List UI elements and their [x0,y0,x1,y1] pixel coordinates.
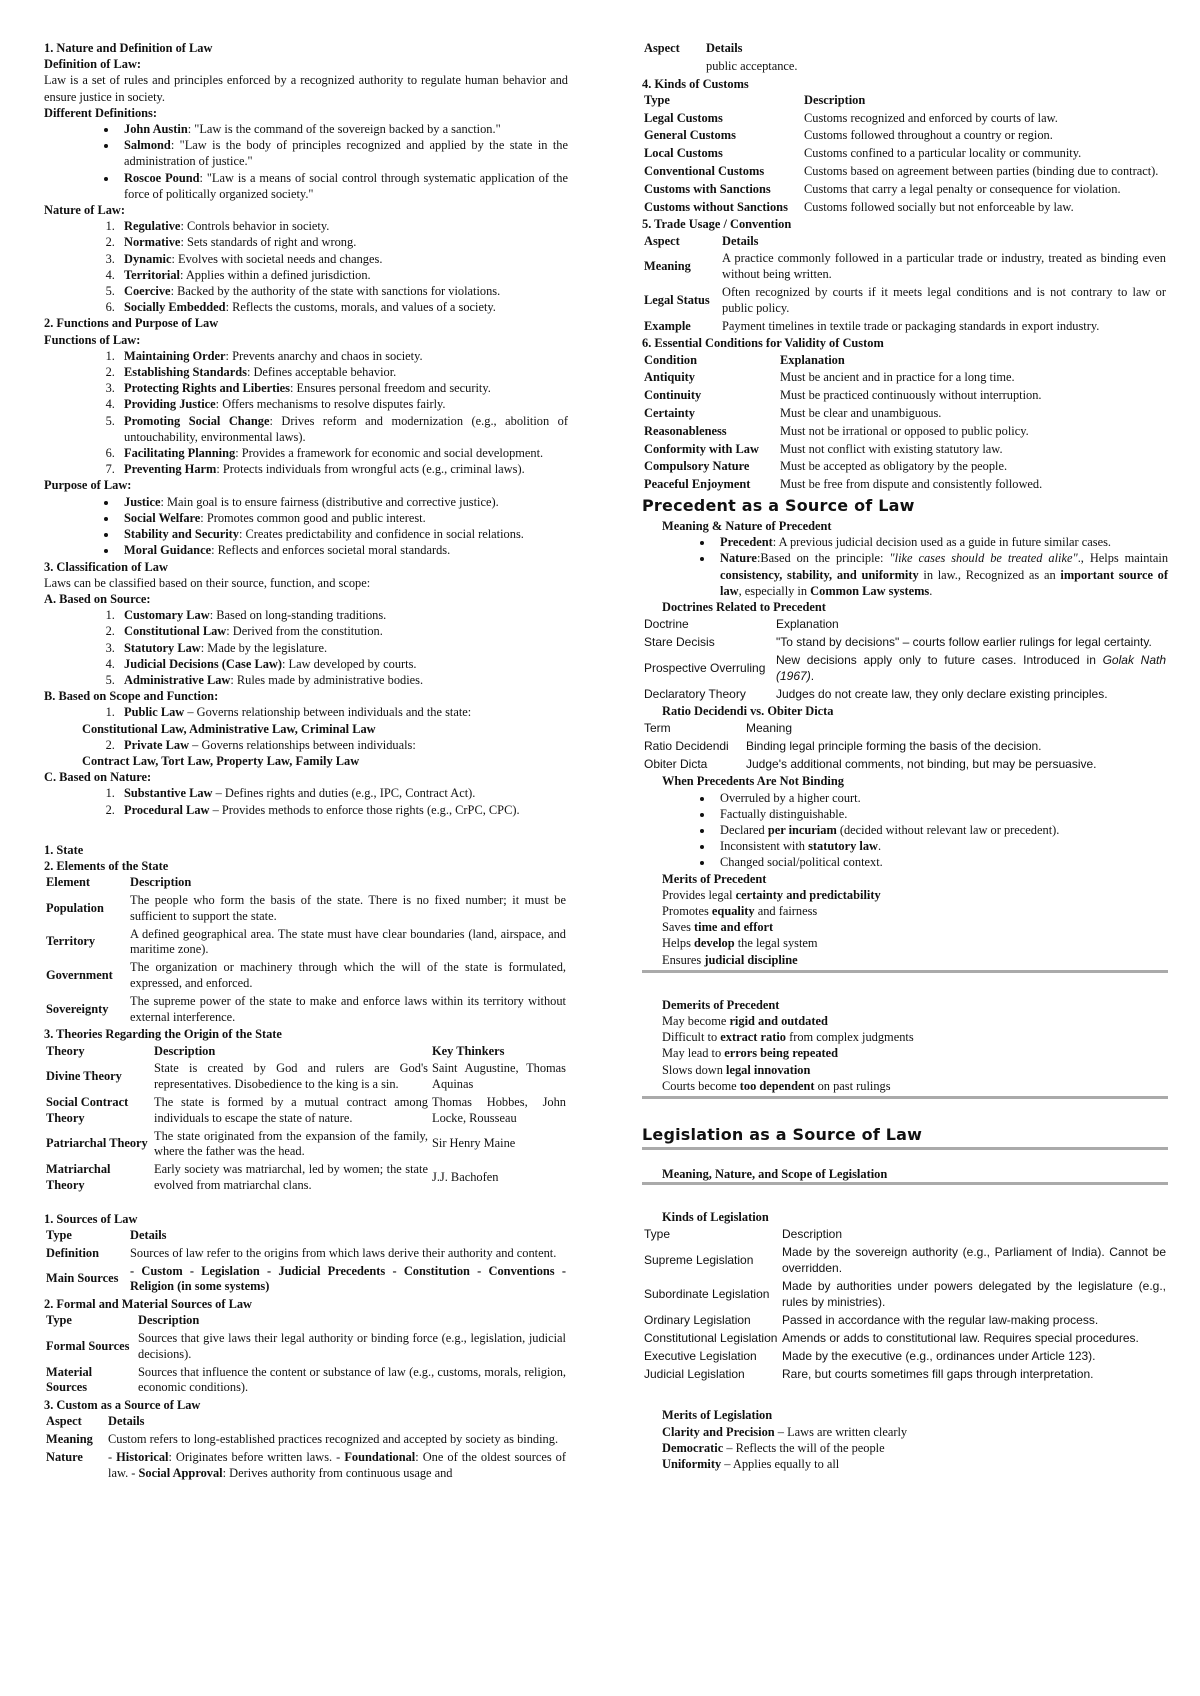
section-title: 4. Kinds of Customs [642,76,749,91]
table-header: Condition Explanation [644,352,845,367]
table-row: Social Contract Theory The state is formed by a mutual contract among individuals to escape the state of nature. Thomas Hobbes, John Locke, Rousseau [46,1094,566,1125]
sources-table [44,1227,568,1296]
table-row: Compulsory Nature Must be accepted as obligatory by the people. [644,459,1008,474]
list-item: Promotes equality and fairness [662,903,818,918]
list-item: 4. Judicial Decisions (Case Law): Law developed by courts. [118,656,568,672]
label: Different Definitions: [44,105,157,120]
table-row: Peaceful Enjoyment Must be free from dispute and consistently followed. [644,477,1043,492]
list-item: 1. Maintaining Order: Prevents anarchy and chaos in society. [118,348,568,364]
subsection-title: Demerits of Precedent [662,997,780,1012]
list-item: • Stability and Security: Creates predictability and confidence in social relations. [118,526,568,542]
legislation-merits-block [642,1407,1168,1472]
conditions-table [642,352,1168,494]
section-title: 3. Custom as a Source of Law [44,1398,201,1413]
table-row: Prospective Overruling New decisions apply only to future cases. Introduced in Golak Nath (1967). [644,653,1167,684]
label: C. Based on Nature: [44,770,152,785]
list-item: 2. Normative: Sets standards of right and wrong. [118,234,568,250]
table-row: Nature - Historical: Originates before written laws. - Foundational: One of the oldest sources of law. - Social Approval: Derives authority from continuous usage and [46,1450,566,1480]
table-row: Reasonableness Must not be irrational or opposed to public policy. [644,423,1029,438]
list-item: 4. Territorial: Applies within a defined jurisdiction. [118,267,568,283]
table-header: Type Description [644,1227,843,1242]
ratio-table [642,719,1168,773]
list-item: • Overruled by a higher court. [714,790,1168,806]
list-item: • Factually distinguishable. [714,806,1168,822]
table-header: Doctrine Explanation [644,617,839,632]
scope-class-list [44,704,568,720]
list-item: 6. Socially Embedded: Reflects the customs, morals, and values of a society. [118,299,568,315]
source-class-list [44,607,568,688]
subsection-title: Meaning & Nature of Precedent [662,518,832,533]
list-item: May lead to errors being repeated [662,1046,839,1061]
label: Definition of Law: [44,57,142,72]
table-row: Constitutional Legislation Amends or adds to constitutional law. Requires special procedures. [644,1331,1139,1346]
list-item: Difficult to extract ratio from complex judgments [662,1030,914,1045]
custom-table-continued [642,40,1168,76]
list-item: • Precedent: A previous judicial decision used as a guide in future similar cases. [714,534,1168,550]
page-heading: Legislation as a Source of Law [642,1123,1168,1150]
table-row: Supreme Legislation Made by the sovereign authority (e.g., Parliament of India). Cannot be overridden. [644,1245,1166,1276]
section-title: 6. Essential Conditions for Validity of Custom [642,336,884,351]
table-row: public acceptance. [706,58,798,73]
section-title: 1. Sources of Law [44,1211,138,1226]
list-item: Provides legal certainty and predictability [662,887,881,902]
table-row: Executive Legislation Made by the executive (e.g., ordinances under Article 123). [644,1349,1096,1364]
list-item: 2. Private Law – Governs relationships between individuals: [118,737,568,753]
section-title: 5. Trade Usage / Convention [642,217,792,232]
list-item: 3. Protecting Rights and Liberties: Ensures personal freedom and security. [118,380,568,396]
section-title: 1. Nature and Definition of Law [44,41,213,55]
not-binding-list [642,790,1168,871]
list-item: 5. Coercive: Backed by the authority of the state with sanctions for violations. [118,283,568,299]
list-item: • Nature:Based on the principle: "like cases should be treated alike"., Helps maintain consistency, stability, and uniformity in law., Recognized as an important source of law, especially in Common Law systems. [714,550,1168,599]
list-item: 5. Administrative Law: Rules made by administrative bodies. [118,672,568,688]
table-row: Material Sources Sources that influence the content or substance of law (e.g., customs, morals, religion, economic conditions). [46,1364,566,1395]
table-row: Ratio Decidendi Binding legal principle forming the basis of the decision. [644,739,1042,754]
subsection-title: Kinds of Legislation [662,1210,769,1225]
elements-table [44,874,568,1026]
list-item: Clarity and Precision – Laws are written clearly [662,1424,908,1439]
table-row: Meaning A practice commonly followed in a particular trade or industry, treated as binding even without being written. [644,251,1166,282]
kinds-of-customs-table [642,92,1168,217]
table-row: Continuity Must be practiced continuously without interruption. [644,388,1042,403]
list-item: • Social Welfare: Promotes common good and public interest. [118,510,568,526]
kinds-of-legislation-table [642,1225,1168,1383]
table-header: Term Meaning [644,721,793,736]
table-row: Judicial Legislation Rare, but courts sometimes fill gaps through interpretation. [644,1367,1094,1382]
scope-class-list-2 [44,737,568,753]
subsection-title: When Precedents Are Not Binding [662,774,844,789]
label: Functions of Law: [44,332,141,347]
list-item: Democratic – Reflects the will of the people [662,1440,885,1455]
label: A. Based on Source: [44,591,151,606]
list-item: • John Austin: "Law is the command of the sovereign backed by a sanction." [118,121,568,137]
table-row: Customs without Sanctions Customs followed socially but not enforceable by law. [644,199,1074,214]
trade-usage-table [642,233,1168,336]
subsection-title: Meaning, Nature, and Scope of Legislation [642,1166,1168,1185]
list-item: 5. Promoting Social Change: Drives reform and modernization (e.g., abolition of untouchability, environmental laws). [118,413,568,445]
list-item: 3. Dynamic: Evolves with societal needs and changes. [118,251,568,267]
table-row: Example Payment timelines in textile trade or packaging standards in export industry. [644,318,1100,333]
list-item: 1. Public Law – Governs relationship between individuals and the state: [118,704,568,720]
merits-block [642,871,1168,968]
subsection-title: Merits of Precedent [662,871,767,886]
nature-list [44,218,568,315]
list-item: • Declared per incuriam (decided without relevant law or precedent). [714,822,1168,838]
table-header: Element Description [46,875,192,890]
functions-list [44,348,568,478]
table-row: Conventional Customs Customs based on agreement between parties (binding due to contract). [644,163,1159,178]
list-item: 1. Substantive Law – Defines rights and duties (e.g., IPC, Contract Act). [118,785,568,801]
precedent-list [642,534,1168,599]
examples: Constitutional Law, Administrative Law, Criminal Law [82,721,376,736]
list-item: • Moral Guidance: Reflects and enforces societal moral standards. [118,542,568,558]
formal-material-table [44,1312,568,1397]
list-item: 6. Facilitating Planning: Provides a framework for economic and social development. [118,445,568,461]
subsection-title: Doctrines Related to Precedent [662,599,826,614]
table-row: Antiquity Must be ancient and in practice for a long time. [644,370,1015,385]
examples: Contract Law, Tort Law, Property Law, Family Law [82,753,360,768]
custom-table [44,1413,568,1482]
table-row: Certainty Must be clear and unambiguous. [644,405,942,420]
table-header: Aspect Details [644,41,743,55]
label: B. Based on Scope and Function: [44,689,219,704]
list-item: 7. Preventing Harm: Protects individuals from wrongful acts (e.g., criminal laws). [118,461,568,477]
table-row: Sovereignty The supreme power of the state to make and enforce laws within its territory without external interference. [46,993,566,1024]
left-column [44,40,568,1483]
list-item: Uniformity – Applies equally to all [662,1457,840,1472]
table-row: Conformity with Law Must not conflict with existing statutory law. [644,441,1003,456]
list-item: • Salmond: "Law is the body of principles recognized and applied by the state in the administration of justice." [118,137,568,169]
list-item: Ensures judicial discipline [662,952,798,967]
list-item: 3. Statutory Law: Made by the legislature. [118,640,568,656]
table-row: Stare Decisis "To stand by decisions" – courts follow earlier rulings for legal certainty. [644,635,1152,650]
table-header: Theory Description Key Thinkers [46,1043,505,1058]
list-item: 1. Customary Law: Based on long-standing traditions. [118,607,568,623]
list-item: • Changed social/political context. [714,854,1168,870]
paragraph: Law is a set of rules and principles enforced by a recognized authority to regulate human behavior and ensure justice in society. [44,73,568,104]
section-title: 2. Formal and Material Sources of Law [44,1297,252,1312]
list-item: 2. Procedural Law – Provides methods to enforce those rights (e.g., CrPC, CPC). [118,802,568,818]
table-row: Declaratory Theory Judges do not create law, they only declare existing principles. [644,687,1108,702]
table-row: Definition Sources of law refer to the origins from which laws derive their authority and content. [46,1245,557,1260]
doctrines-table [642,615,1168,703]
table-row: Local Customs Customs confined to a particular locality or community. [644,146,1082,161]
section-title: 2. Functions and Purpose of Law [44,316,219,331]
table-row: Patriarchal Theory The state originated from the expansion of the family, where the father was the head. Sir Henry Maine [46,1128,516,1159]
table-header: Aspect Details [46,1414,145,1429]
table-row: General Customs Customs followed throughout a country or region. [644,128,1053,143]
right-column [642,40,1168,1472]
list-item: Saves time and effort [662,920,774,935]
list-item: Helps develop the legal system [662,936,818,951]
table-header: Type Details [46,1227,167,1242]
list-item: • Roscoe Pound: "Law is a means of social control through systematic application of the force of politically organized society." [118,170,568,202]
section-title: 1. State [44,842,84,857]
table-header: Type Description [644,92,866,107]
table-row: Legal Customs Customs recognized and enforced by courts of law. [644,110,1058,125]
definitions-list [44,121,568,202]
nature-class-list [44,785,568,817]
section-title: 2. Elements of the State [44,858,169,873]
table-row: Government The organization or machinery through which the will of the state is formulated, expressed, and enforced. [46,960,566,990]
page-heading: Precedent as a Source of Law [642,495,915,515]
paragraph: Laws can be classified based on their source, function, and scope: [44,575,371,590]
section-title: 3. Theories Regarding the Origin of the State [44,1027,282,1042]
purpose-list [44,494,568,559]
label: Purpose of Law: [44,478,132,493]
list-item: • Inconsistent with statutory law. [714,838,1168,854]
table-row: Formal Sources Sources that give laws their legal authority or binding force (e.g., legislation, judicial decisions). [46,1331,566,1361]
demerits-block [642,997,1168,1094]
table-row: Obiter Dicta Judge's additional comments, not binding, but may be persuasive. [644,757,1097,772]
list-item: 2. Establishing Standards: Defines acceptable behavior. [118,364,568,380]
theories-table [44,1043,568,1195]
subsection-title: Merits of Legislation [662,1408,773,1423]
list-item: 4. Providing Justice: Offers mechanisms to resolve disputes fairly. [118,396,568,412]
table-row: Matriarchal Theory Early society was matriarchal, led by women; the state evolved from matriarchal clans. J.J. Bachofen [46,1162,499,1192]
table-row: Main Sources - Custom - Legislation - Judicial Precedents - Constitution - Conventions - Religion (in some systems) [46,1263,566,1294]
list-item: May become rigid and outdated [662,1014,828,1028]
list-item: Courts become too dependent on past rulings [662,1078,891,1093]
table-row: Subordinate Legislation Made by authorities under powers delegated by the legislature (e.g., rules by ministries). [644,1279,1166,1310]
table-row: Legal Status Often recognized by courts if it meets legal conditions and is not contrary to law or public policy. [644,284,1166,315]
list-item: Slows down legal innovation [662,1062,811,1077]
label: Nature of Law: [44,203,125,218]
section-title: 3. Classification of Law [44,559,168,574]
list-item: 1. Regulative: Controls behavior in society. [118,218,568,234]
table-row: Territory A defined geographical area. The state must have clear boundaries (land, airspace, and maritime zone). [46,926,566,957]
table-row: Customs with Sanctions Customs that carry a legal penalty or consequence for violation. [644,181,1121,196]
table-header: Type Description [46,1313,200,1328]
table-row: Population The people who form the basis of the state. There is no fixed number; it must be sufficient to support the state. [46,892,566,923]
table-row: Divine Theory State is created by God and rulers are God's representatives. Disobedience to the king is a sin. Saint Augustine, Thomas Aquinas [46,1061,566,1092]
list-item: 2. Constitutional Law: Derived from the constitution. [118,623,568,639]
list-item: • Justice: Main goal is to ensure fairness (distributive and corrective justice). [118,494,568,510]
table-row: Meaning Custom refers to long-established practices recognized and accepted by society as binding. [46,1432,559,1447]
table-header: Aspect Details [644,233,759,248]
table-row: Ordinary Legislation Passed in accordance with the regular law-making process. [644,1313,1099,1328]
subsection-title: Ratio Decidendi vs. Obiter Dicta [662,704,834,719]
